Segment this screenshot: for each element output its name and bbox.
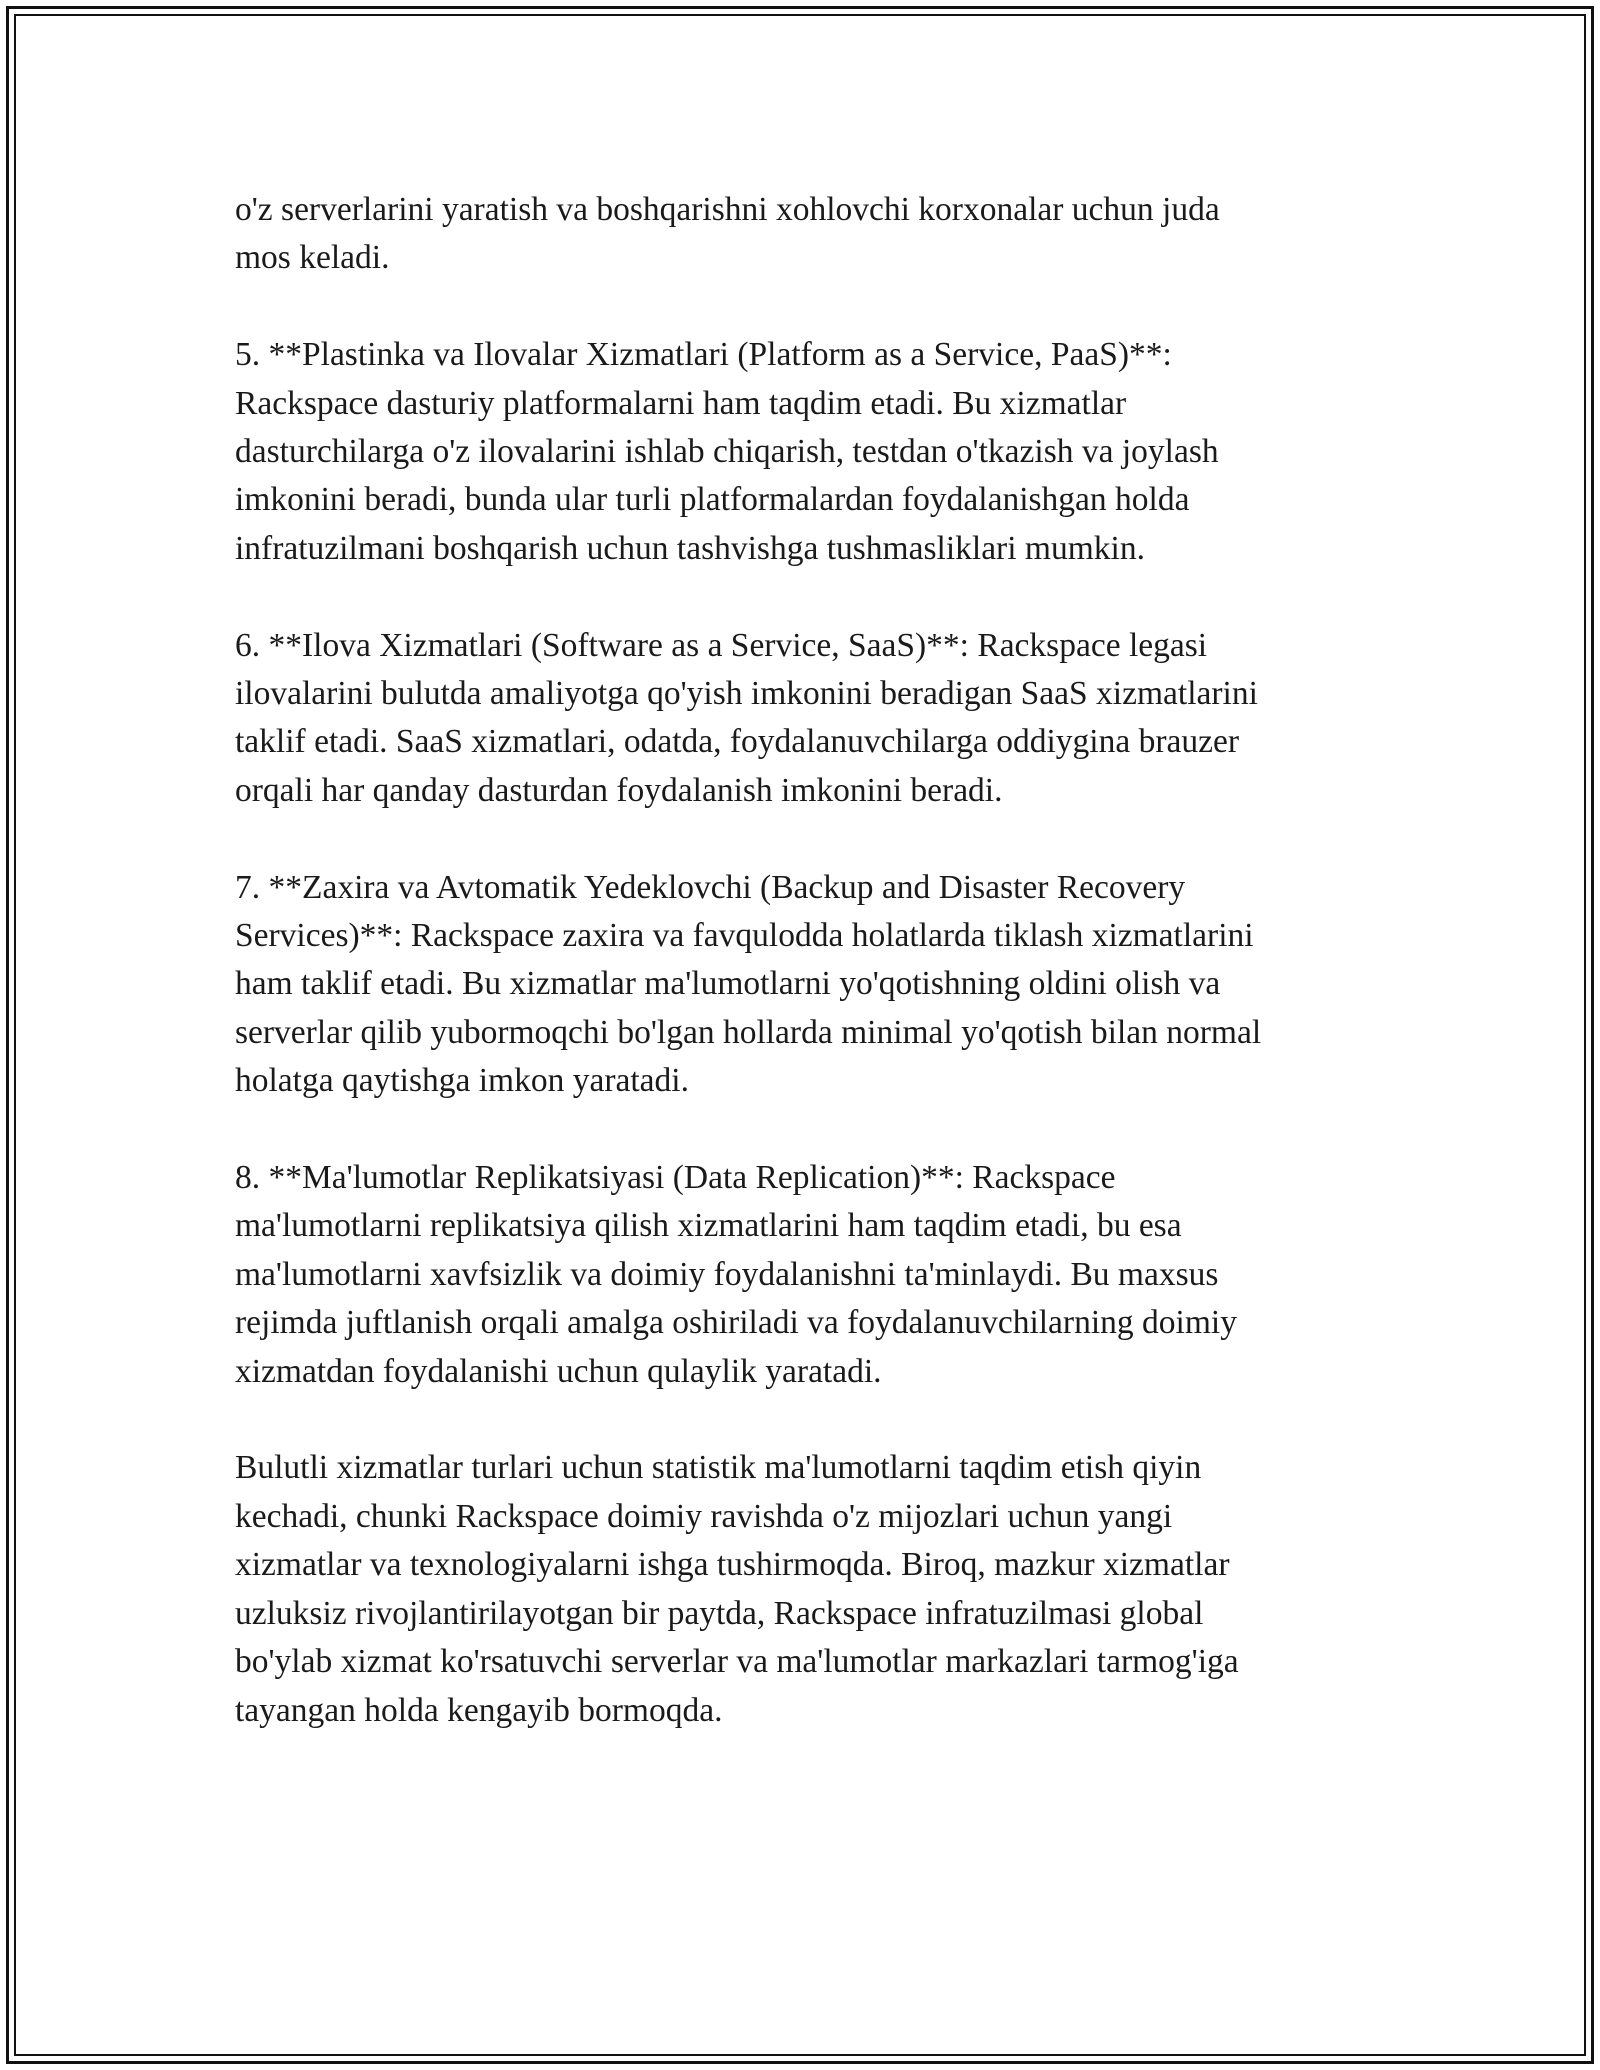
paragraph-item-7-backup: 7. **Zaxira va Avtomatik Yedeklovchi (Backup and Disaster Recovery Services)**: Rackspace zaxira va favqulodda holatlarda tiklash xizmatlarini ham taklif etadi. Bu xizmatlar ma'lumotlarni yo'qotishning oldini olish va serverlar qilib yubormoqchi bo'lgan hollarda minimal yo'qotish bilan normal holatga qaytishga imkon yaratadi. [235, 868, 1262, 1100]
paragraph-conclusion: Bulutli xizmatlar turlari uchun statistik ma'lumotlarni taqdim etish qiyin kechadi, chunki Rackspace doimiy ravishda o'z mijozlari uchun yangi xizmatlar va texnologiyalarni ishga tushirmoqda. Biroq, mazkur xizmatlar uzluksiz rivojlantirilayotgan bir paytda, Rackspace infratuzilmasi global bo'ylab xizmat ko'rsatuvchi serverlar va ma'lumotlar markazlari tarmog'iga tayangan holda kengayib bormoqda. [235, 1449, 1239, 1729]
paragraph-continuation: o'z serverlarini yaratish va boshqarishni xohlovchi korxonalar uchun juda mos keladi. [235, 191, 1220, 277]
paragraph-item-8-replication: 8. **Ma'lumotlar Replikatsiyasi (Data Replication)**: Rackspace ma'lumotlarni replikatsiya qilish xizmatlarini ham taqdim etadi, bu esa ma'lumotlarni xavfsizlik va doimiy foydalanishni ta'minlaydi. Bu maxsus rejimda juftlanish orqali amalga oshiriladi va foydalanuvchilarning doimiy xizmatdan foydalanishi uchun qulaylik yaratadi. [235, 1159, 1237, 1390]
paragraph-item-6-saas: 6. **Ilova Xizmatlari (Software as a Service, SaaS)**: Rackspace legasi ilovalarini bulutda amaliyotga qo'yish imkonini beradigan SaaS xizmatlarini taklif etadi. SaaS xizmatlari, odatda, foydalanuvchilarga oddiygina brauzer orqali har qanday dasturdan foydalanish imkonini beradi. [235, 626, 1258, 809]
document-body [235, 186, 1375, 1783]
paragraph-item-5-paas: 5. **Plastinka va Ilovalar Xizmatlari (Platform as a Service, PaaS)**: Rackspace dasturiy platformalarni ham taqdim etadi. Bu xizmatlar dasturchilarga o'z ilovalarini ishlab chiqarish, testdan o'tkazish va joylash imkonini beradi, bunda ular turli platformalardan foydalanishgan holda infratuzilmani boshqarish uchun tashvishga tushmasliklari mumkin. [235, 336, 1219, 567]
